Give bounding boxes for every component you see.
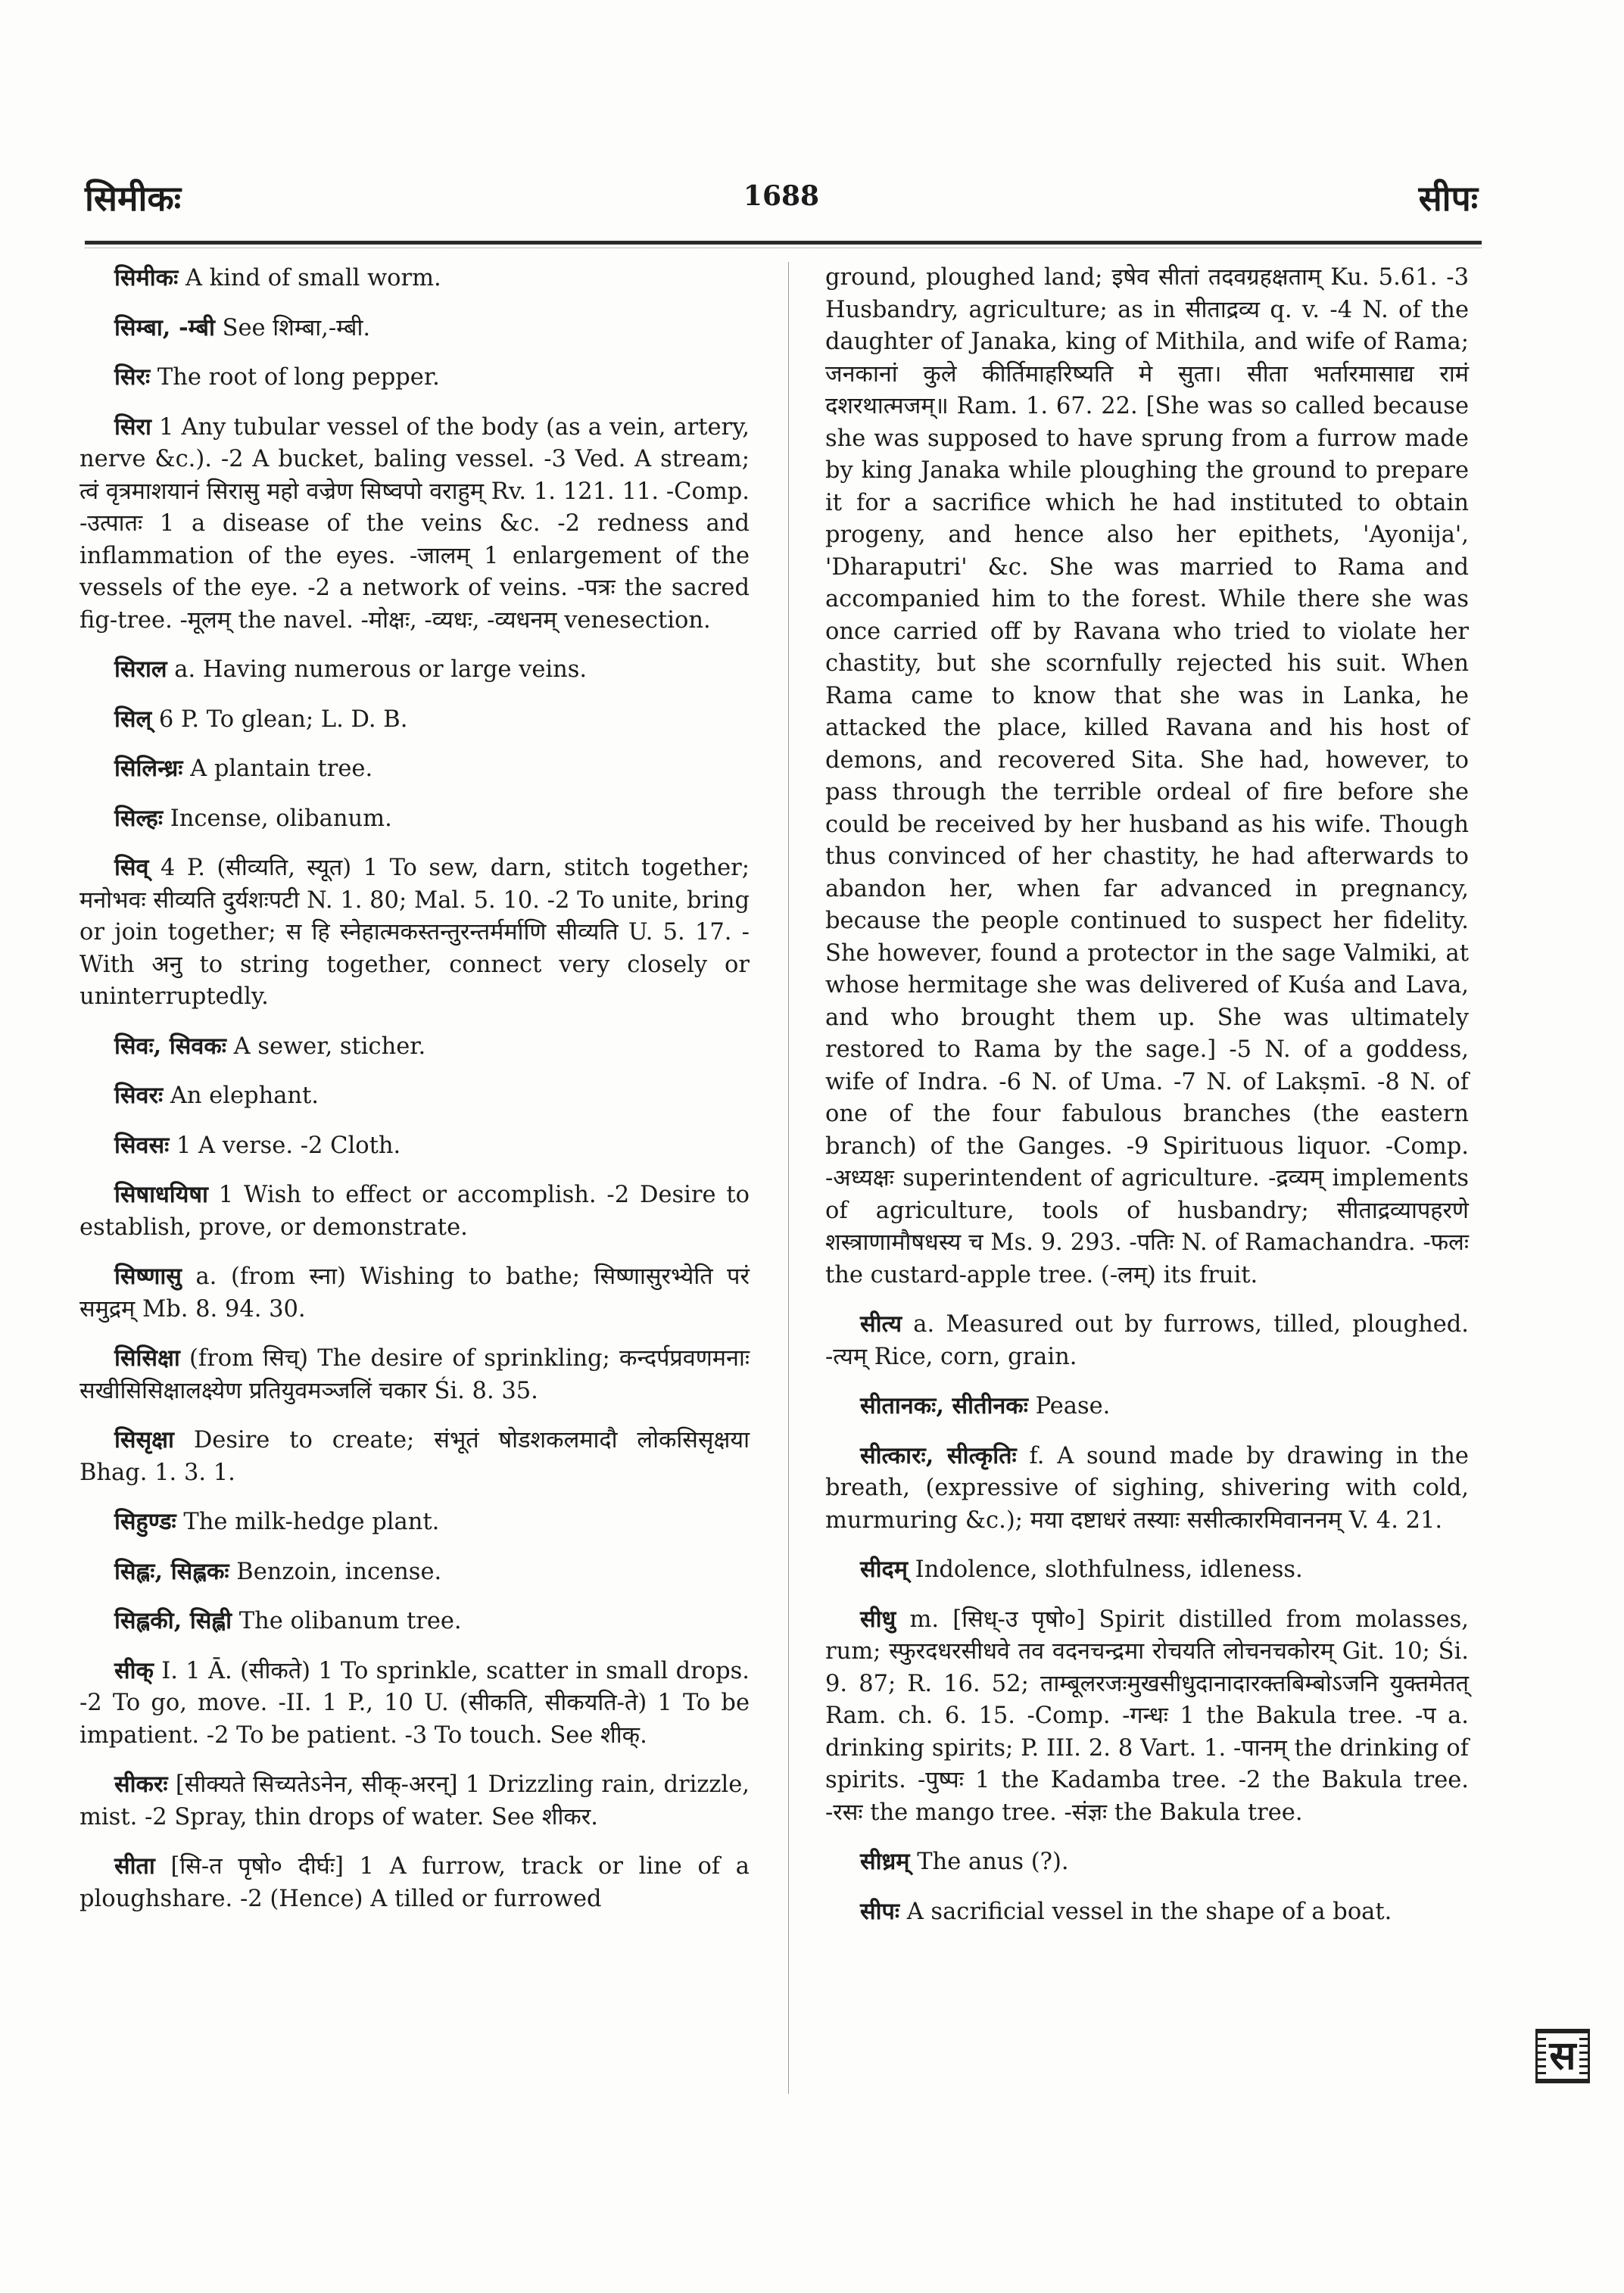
entry-headword: सीधु <box>860 1605 896 1633</box>
entry-headword: सिवसः <box>114 1131 170 1159</box>
entry-headword: सीकरः <box>114 1771 168 1798</box>
entry-headword: सिलिन्ध्रः <box>114 755 183 782</box>
dictionary-entry <box>79 1030 750 1064</box>
dictionary-entry <box>79 1605 750 1638</box>
entry-definition: A plantain tree. <box>182 756 373 782</box>
dictionary-entry <box>825 1390 1469 1423</box>
dictionary-entry <box>825 1440 1469 1537</box>
thumb-index-letter: स <box>1546 2033 1579 2079</box>
entry-headword: सिहुण्डः <box>114 1508 176 1535</box>
entry-headword: सिष्णासु <box>114 1263 182 1290</box>
entry-definition: 4 P. (सीव्यति, स्यूत) 1 To sew, darn, stitch together; मनोभवः सीव्यति दुर्यशःपटी N. 1. 80; Mal. 5. 10. -2 To unite, bring or join together; स हि स्नेहात्मकस्तन्तुरन्तर्मर्माणि सीव्यति U. 5. 17. -With अनु to string together, connect very closely or uninterruptedly. <box>79 855 750 1010</box>
entry-definition: Pease. <box>1027 1393 1111 1419</box>
entry-headword: सीतानकः, सीतीनकः <box>860 1392 1028 1419</box>
entry-headword: सिव् <box>114 854 149 881</box>
entry-headword: सिल् <box>114 705 152 733</box>
entry-headword: सिमीकः <box>114 264 179 291</box>
entry-definition: The root of long pepper. <box>150 364 440 391</box>
entry-headword: सिसिक्षा <box>114 1344 180 1372</box>
entry-headword: सीध्रम् <box>860 1848 910 1875</box>
entry-headword: सिह्लः, सिह्लकः <box>114 1557 229 1585</box>
thumb-index-tab <box>1535 2029 1590 2083</box>
entry-definition: An elephant. <box>163 1083 319 1109</box>
entry-continuation: ground, ploughed land; इषेव सीतां तदवग्रहक्षताम् Ku. 5.61. -3 Husbandry, agriculture; as in सीताद्रव्य q. v. -4 N. of the daughter of Janaka, king of Mithila, and wife of Rama; जनकानां कुले कीर्तिमाहरिष्यति मे सुता। सीता भर्तारमासाद्य रामं दशरथात्मजम्॥ Ram. 1. 67. 22. [She was so called because she was supposed to have sprung from a furrow made by king Janaka while ploughing the ground to prepare it for a sacrifice which he had instituted to obtain progeny, and hence also her epithets, 'Ayonija', 'Dharaputri' &c. She was married to Rama and accompanied him to the forest. While there she was once carried off by Ravana who tried to violate her chastity, but she scornfully rejected his suit. When Rama came to know that she was in Lanka, he attacked the place, killed Ravana and his host of demons, and recovered Sita. She had, however, to pass through the terrible ordeal of fire before she could be received by her husband as his wife. Though thus convinced of her chastity, he had afterwards to abandon her, when far advanced in pregnancy, because the people continued to suspect her fidelity. She however, found a protector in the sage Valmiki, at whose hermitage she was delivered of Kuśa and Lava, and who brought them up. She was ultimately restored to Rama by the sage.] -5 N. of a goddess, wife of Indra. -6 N. of Uma. -7 N. of Lakṣmī. -8 N. of one of the four fabulous branches (the eastern branch) of the Ganges. -9 Spirituous liquor. -Comp. -अध्यक्षः superintendent of agriculture. -द्रव्यम् implements of agriculture, tools of husbandry; सीताद्रव्यापहरणे शस्त्राणामौषधस्य च Ms. 9. 293. -पतिः N. of Ramachandra. -फलः the custard-apple tree. (-लम्) its fruit. <box>825 264 1469 1288</box>
entry-headword: सिरः <box>114 363 151 391</box>
entry-headword: सिम्बा, -म्बी <box>114 313 215 341</box>
entry-definition: I. 1 Ā. (सीकते) 1 To sprinkle, scatter in small drops. -2 To go, move. -II. 1 P., 10 U. (सीकति, सीकयति-ते) 1 To be impatient. -2 To be patient. -3 To touch. See शीक्. <box>79 1657 750 1749</box>
right-column <box>825 262 1469 1945</box>
dictionary-entry <box>79 1850 750 1915</box>
entry-headword: सिराल <box>114 656 167 683</box>
entry-definition: 1 A verse. -2 Cloth. <box>169 1132 401 1159</box>
dictionary-entry <box>79 1424 750 1489</box>
dictionary-entry <box>79 752 750 786</box>
entry-headword: सिरा <box>114 413 151 441</box>
entry-definition: A sacrificial vessel in the shape of a boat. <box>899 1898 1392 1925</box>
entry-definition: A kind of small worm. <box>178 265 441 291</box>
dictionary-entry <box>79 653 750 687</box>
entry-definition: The anus (?). <box>909 1849 1069 1875</box>
dictionary-entry <box>79 703 750 737</box>
dictionary-entry <box>79 411 750 637</box>
entry-definition: 1 Wish to effect or accomplish. -2 Desire to establish, prove, or demonstrate. <box>79 1182 750 1241</box>
entry-definition: a. (from स्ना) Wishing to bathe; सिष्णासुरभ्येति परं समुद्रम् Mb. 8. 94. 30. <box>79 1263 750 1323</box>
page-number: 1688 <box>743 180 820 212</box>
entry-definition: A sewer, sticher. <box>226 1033 426 1060</box>
dictionary-entry <box>825 1553 1469 1587</box>
dictionary-entry <box>79 1179 750 1244</box>
entry-headword: सिसृक्षा <box>114 1426 174 1453</box>
entry-headword: सिवः, सिवकः <box>114 1032 226 1060</box>
entry-headword: सीपः <box>860 1897 900 1925</box>
page-header <box>85 174 1478 235</box>
entry-definition: f. A sound made by drawing in the breath, (expressive of sighing, shivering with cold, murmuring &c.); मया दष्टाधरं तस्याः ससीत्कारमिवाननम् V. 4. 21. <box>825 1442 1469 1534</box>
entry-definition: [सि-त पृषो० दीर्घः] 1 A furrow, track or line of a ploughshare. -2 (Hence) A tilled or furrowed <box>79 1853 750 1912</box>
dictionary-entry <box>825 1896 1469 1929</box>
entry-definition: (from सिच्) The desire of sprinkling; कन्दर्पप्रवणमनाः सखीसिसिक्षालक्ष्येण प्रतियुवमञ्जलिं चकार Śi. 8. 35. <box>79 1345 750 1404</box>
entry-headword: सिह्लकी, सिह्ली <box>114 1607 232 1634</box>
dictionary-entry <box>79 1342 750 1407</box>
dictionary-entry <box>79 802 750 836</box>
column-divider <box>788 262 789 2094</box>
entry-headword: सिल्हः <box>114 804 164 832</box>
dictionary-entry <box>79 1768 750 1833</box>
running-headword-right: सीपः <box>1418 178 1478 219</box>
entry-headword: सीता <box>114 1852 155 1880</box>
running-headword-left: सिमीकः <box>85 178 182 219</box>
entry-headword: सीक् <box>114 1656 154 1684</box>
dictionary-entry <box>79 852 750 1014</box>
dictionary-entry <box>825 1603 1469 1830</box>
entry-headword: सीत्य <box>860 1310 902 1338</box>
entry-definition: The milk-hedge plant. <box>176 1509 440 1535</box>
left-column <box>79 262 750 1932</box>
entry-definition: a. Measured out by furrows, tilled, ploughed. -त्यम् Rice, corn, grain. <box>825 1311 1469 1370</box>
entry-definition: 6 P. To glean; L. D. B. <box>151 706 408 733</box>
entry-definition: a. Having numerous or large veins. <box>167 656 588 683</box>
entry-headword: सीदम् <box>860 1556 908 1583</box>
dictionary-entry <box>825 1308 1469 1373</box>
dictionary-entry <box>825 1846 1469 1879</box>
dictionary-entry <box>79 1129 750 1163</box>
entry-definition: Incense, olibanum. <box>163 805 392 832</box>
entry-definition: See शिम्बा,-म्बी. <box>214 314 371 341</box>
dictionary-entry <box>79 1655 750 1752</box>
entry-definition: 1 Any tubular vessel of the body (as a vein, artery, nerve &c.). -2 A bucket, baling vessel. -3 Ved. A stream; त्वं वृत्रमाशयानं सिरासु महो वज्रेण सिष्वपो वराहुम् Rv. 1. 121. 11. -Comp. -उत्पातः 1 a disease of the veins &c. -2 redness and inflammation of the eyes. -जालम् 1 enlargement of the vessels of the eye. -2 a network of veins. -पत्रः the sacred fig-tree. -मूलम् the navel. -मोक्षः, -व्यधः, -व्यधनम् venesection. <box>79 413 750 634</box>
dictionary-entry <box>79 262 750 295</box>
entry-definition: m. [सिध्-उ पृषो०] Spirit distilled from molasses, rum; स्फुरदधरसीधवे तव वदनचन्द्रमा रोचयति लोचनचकोरम् Git. 10; Śi. 9. 87; R. 16. 52; ताम्बूलरजःमुखसीधुदानादारक्तबिम्बोऽजनि युक्तमेतत् Ram. ch. 6. 15. -Comp. -गन्धः 1 the Bakula tree. -प a. drinking spirits; P. III. 2. 8 Vart. 1. -पानम् the drinking of spirits. -पुष्पः 1 the Kadamba tree. -2 the Bakula tree. -रसः the mango tree. -संज्ञः the Bakula tree. <box>825 1606 1469 1826</box>
entry-headword: सीत्कारः, सीत्कृतिः <box>860 1441 1017 1469</box>
entry-headword: सिषाधयिषा <box>114 1181 208 1208</box>
dictionary-entry <box>79 1506 750 1539</box>
entry-headword: सिवरः <box>114 1082 164 1109</box>
entry-definition: Indolence, slothfulness, idleness. <box>907 1556 1303 1583</box>
entry-definition: Benzoin, incense. <box>229 1558 442 1585</box>
entry-definition: Desire to create; संभूतं षोडशकलमादौ लोकसिसृक्षया Bhag. 1. 3. 1. <box>79 1427 750 1486</box>
dictionary-entry <box>79 1080 750 1113</box>
dictionary-entry <box>79 1556 750 1589</box>
entry-definition: [सीक्यते सिच्यतेऽनेन, सीक्-अरन्] 1 Drizzling rain, drizzle, mist. -2 Spray, thin drops of water. See शीकर. <box>79 1771 750 1830</box>
header-rule <box>85 241 1482 245</box>
entry-definition: The olibanum tree. <box>232 1608 462 1634</box>
dictionary-entry <box>79 1260 750 1326</box>
dictionary-entry <box>79 312 750 345</box>
dictionary-entry <box>79 361 750 394</box>
